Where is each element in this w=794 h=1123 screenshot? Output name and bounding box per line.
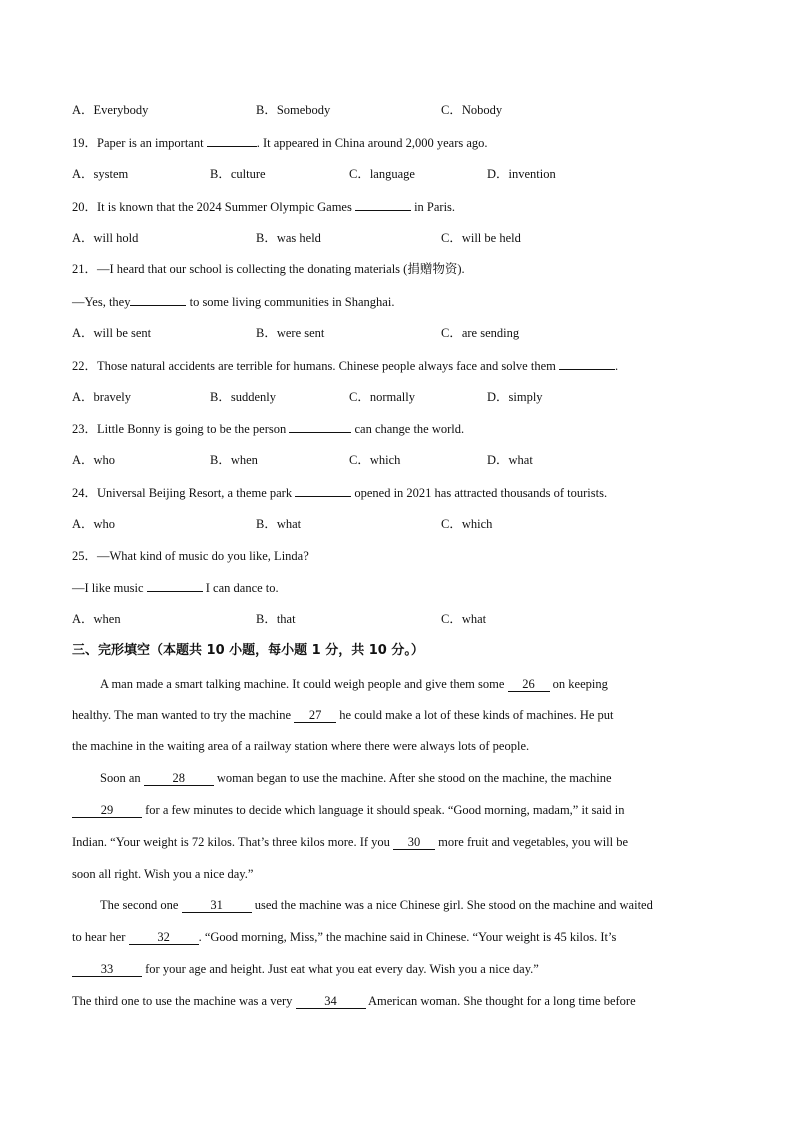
section-heading: 三、完形填空（本题共 10 小题，每小题 1 分，共 10 分。） (72, 643, 424, 658)
q24-option-b: B．what (256, 517, 302, 531)
q20-stem: 20．It is known that the 2024 Summer Olympic Games in Paris. (72, 200, 456, 214)
q20-option-b: B．was held (256, 231, 321, 245)
passage-line: soon all right. Wish you a nice day.” (72, 867, 254, 881)
passage-line: the machine in the waiting area of a railway station where there were always lots of people. (72, 739, 530, 753)
answer-blank (295, 484, 351, 497)
passage-line: Soon an 28 woman began to use the machine. After she stood on the machine, the machine (100, 771, 612, 785)
passage-line: 33 for your age and height. Just eat what you eat every day. Wish you a nice day.” (72, 961, 539, 977)
q23-option-c: C．which (349, 453, 401, 467)
q22-stem: 22．Those natural accidents are terrible for humans. Chinese people always face and solve them . (72, 359, 619, 373)
passage-line: to hear her 32 . “Good morning, Miss,” the machine said in Chinese. “Your weight is 45 kilos. It’s (72, 930, 617, 944)
cloze-blank-30: 30 (393, 836, 435, 850)
q20-option-a: A．will hold (72, 231, 139, 245)
q22-option-a: A．bravely (72, 390, 132, 404)
cloze-blank-26: 26 (508, 678, 550, 692)
q24-option-a: A．who (72, 517, 116, 531)
q18-option-b: B．Somebody (256, 103, 331, 117)
cloze-blank-33: 33 (72, 963, 142, 977)
q22-option-b: B．suddenly (210, 390, 276, 404)
q21-stem: 21．—I heard that our school is collecting the donating materials (捐赠物资). (72, 262, 465, 276)
q18-option-a: A．Everybody (72, 103, 149, 117)
q21-option-b: B．were sent (256, 326, 325, 340)
passage-line: A man made a smart talking machine. It could weigh people and give them some 26 on keeping (100, 677, 608, 691)
q24-option-c: C．which (441, 517, 493, 531)
q19-option-b: B．culture (210, 167, 266, 181)
q21-option-a: A．will be sent (72, 326, 152, 340)
cloze-blank-31: 31 (182, 899, 252, 913)
q25-stem: 25．—What kind of music do you like, Linda? (72, 549, 309, 563)
q21-option-c: C．are sending (441, 326, 520, 340)
cloze-blank-32: 32 (129, 931, 199, 945)
cloze-blank-29: 29 (72, 804, 142, 818)
q19-option-a: A．system (72, 167, 129, 181)
passage-line: 29 for a few minutes to decide which language it should speak. “Good morning, madam,” it said in (72, 802, 625, 818)
q20-option-c: C．will be held (441, 231, 521, 245)
q25-option-c: C．what (441, 612, 487, 626)
cloze-blank-27: 27 (294, 709, 336, 723)
cloze-blank-28: 28 (144, 772, 214, 786)
answer-blank (289, 420, 351, 433)
answer-blank (207, 134, 257, 147)
cloze-blank-34: 34 (296, 995, 366, 1009)
q25-option-b: B．that (256, 612, 296, 626)
q19-option-c: C．language (349, 167, 415, 181)
q22-option-d: D．simply (487, 390, 543, 404)
q23-option-b: B．when (210, 453, 258, 467)
q25-reply: —I like music I can dance to. (72, 581, 279, 595)
q18-option-c: C．Nobody (441, 103, 503, 117)
passage-line: The second one 31 used the machine was a nice Chinese girl. She stood on the machine and waited (100, 898, 653, 912)
passage-line: healthy. The man wanted to try the machine 27 he could make a lot of these kinds of machines. He put (72, 708, 614, 722)
q25-option-a: A．when (72, 612, 121, 626)
answer-blank (355, 198, 411, 211)
q19-stem: 19．Paper is an important . It appeared in China around 2,000 years ago. (72, 136, 488, 150)
q23-option-d: D．what (487, 453, 533, 467)
passage-line: Indian. “Your weight is 72 kilos. That’s three kilos more. If you 30 more fruit and vegetables, you will be (72, 835, 629, 849)
q21-reply: —Yes, they to some living communities in Shanghai. (72, 295, 395, 309)
q19-option-d: D．invention (487, 167, 556, 181)
answer-blank (147, 579, 203, 592)
q22-option-c: C．normally (349, 390, 415, 404)
q23-stem: 23．Little Bonny is going to be the person can change the world. (72, 422, 465, 436)
q23-option-a: A．who (72, 453, 116, 467)
answer-blank (130, 293, 186, 306)
passage-line: The third one to use the machine was a very 34 American woman. She thought for a long time before (72, 994, 636, 1008)
q24-stem: 24．Universal Beijing Resort, a theme park opened in 2021 has attracted thousands of tourists. (72, 486, 608, 500)
answer-blank (559, 357, 615, 370)
